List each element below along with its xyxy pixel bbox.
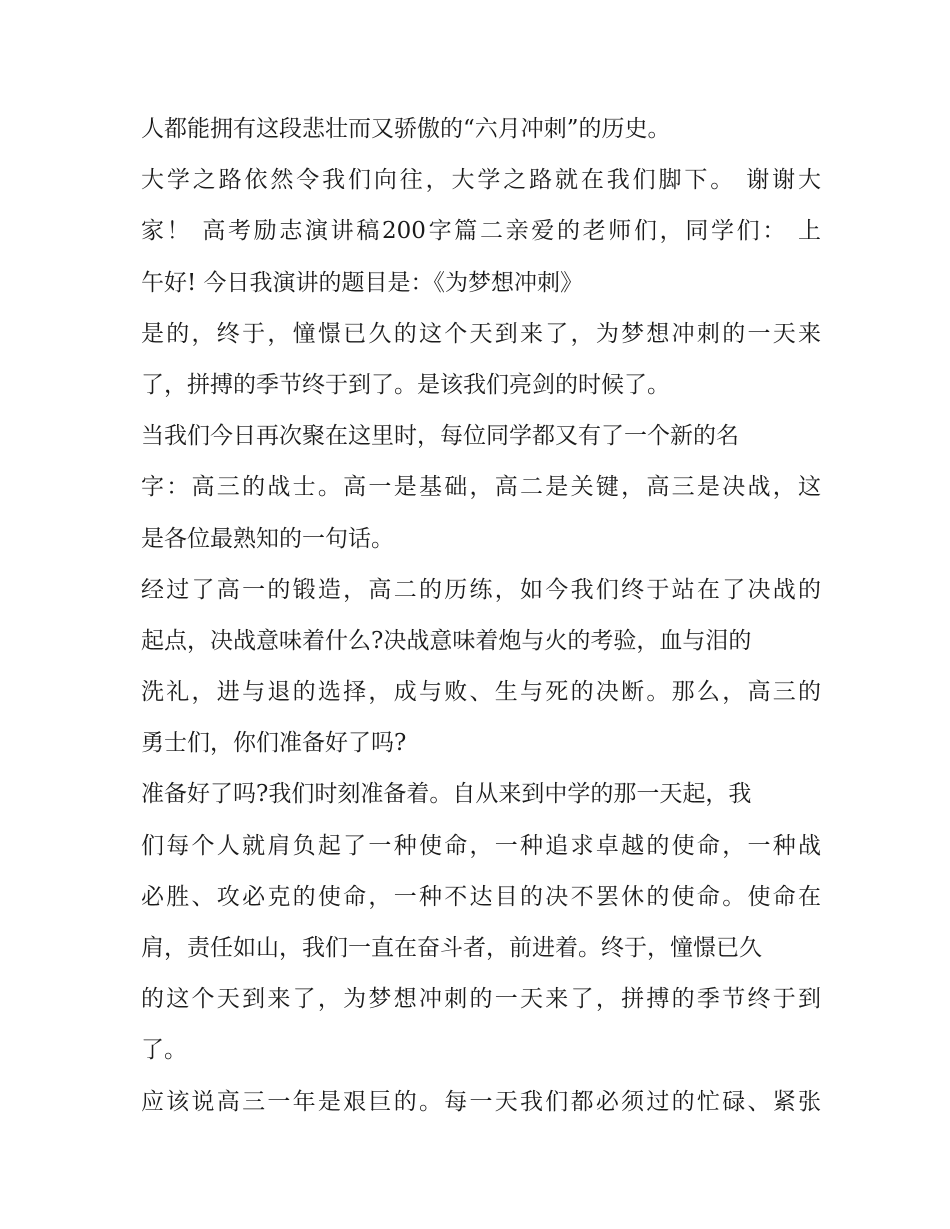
text-line: 肩，责任如山，我们一直在奋斗者，前进着。终于，憧憬已久: [141, 935, 762, 961]
text-line: 当我们今日再次聚在这里时，每位同学都又有了一个新的名: [141, 423, 739, 450]
text-line: 准备好了吗?我们时刻准备着。自从来到中学的那一天起，我: [141, 781, 752, 808]
text-line: 字：高三的战士。高一是基础，高二是关键，高三是决战，这: [141, 474, 821, 501]
text-line: 起点，决战意味着什么?决战意味着炮与火的考验，血与泪的: [141, 627, 752, 654]
text-line: 勇士们，你们准备好了吗?: [141, 730, 407, 757]
text-line: 家！ 高考励志演讲稿200字篇二亲爱的老师们，同学们： 上: [141, 218, 821, 245]
text-line: 了，拼搏的季节终于到了。是该我们亮剑的时候了。: [141, 371, 670, 398]
text-line: 午好! 今日我演讲的题目是：《为梦想冲刺》: [141, 269, 584, 296]
text-line: 的这个天到来了，为梦想冲刺的一天来了，拼搏的季节终于到: [141, 986, 821, 1013]
text-line: 人都能拥有这段悲壮而又骄傲的“六月冲刺”的历史。: [141, 116, 671, 142]
text-line: 们每个人就肩负起了一种使命，一种追求卓越的使命，一种战: [141, 832, 821, 859]
text-line: 了。: [141, 1037, 187, 1064]
text-line: 是各位最熟知的一句话。: [141, 525, 394, 552]
text-line: 经过了高一的锻造，高二的历练，如今我们终于站在了决战的: [141, 576, 821, 603]
text-line: 必胜、攻必克的使命，一种不达目的决不罢休的使命。使命在: [141, 883, 821, 910]
text-line: 应该说高三一年是艰巨的。每一天我们都必须过的忙碌、紧张: [141, 1088, 821, 1115]
speech-text: [141, 104, 821, 1128]
text-line: 是的，终于，憧憬已久的这个天到来了，为梦想冲刺的一天来: [141, 320, 821, 347]
text-line: 大学之路依然令我们向往，大学之路就在我们脚下。 谢谢大: [141, 167, 821, 194]
text-line: 洗礼，进与退的选择，成与败、生与死的决断。那么，高三的: [141, 679, 821, 706]
